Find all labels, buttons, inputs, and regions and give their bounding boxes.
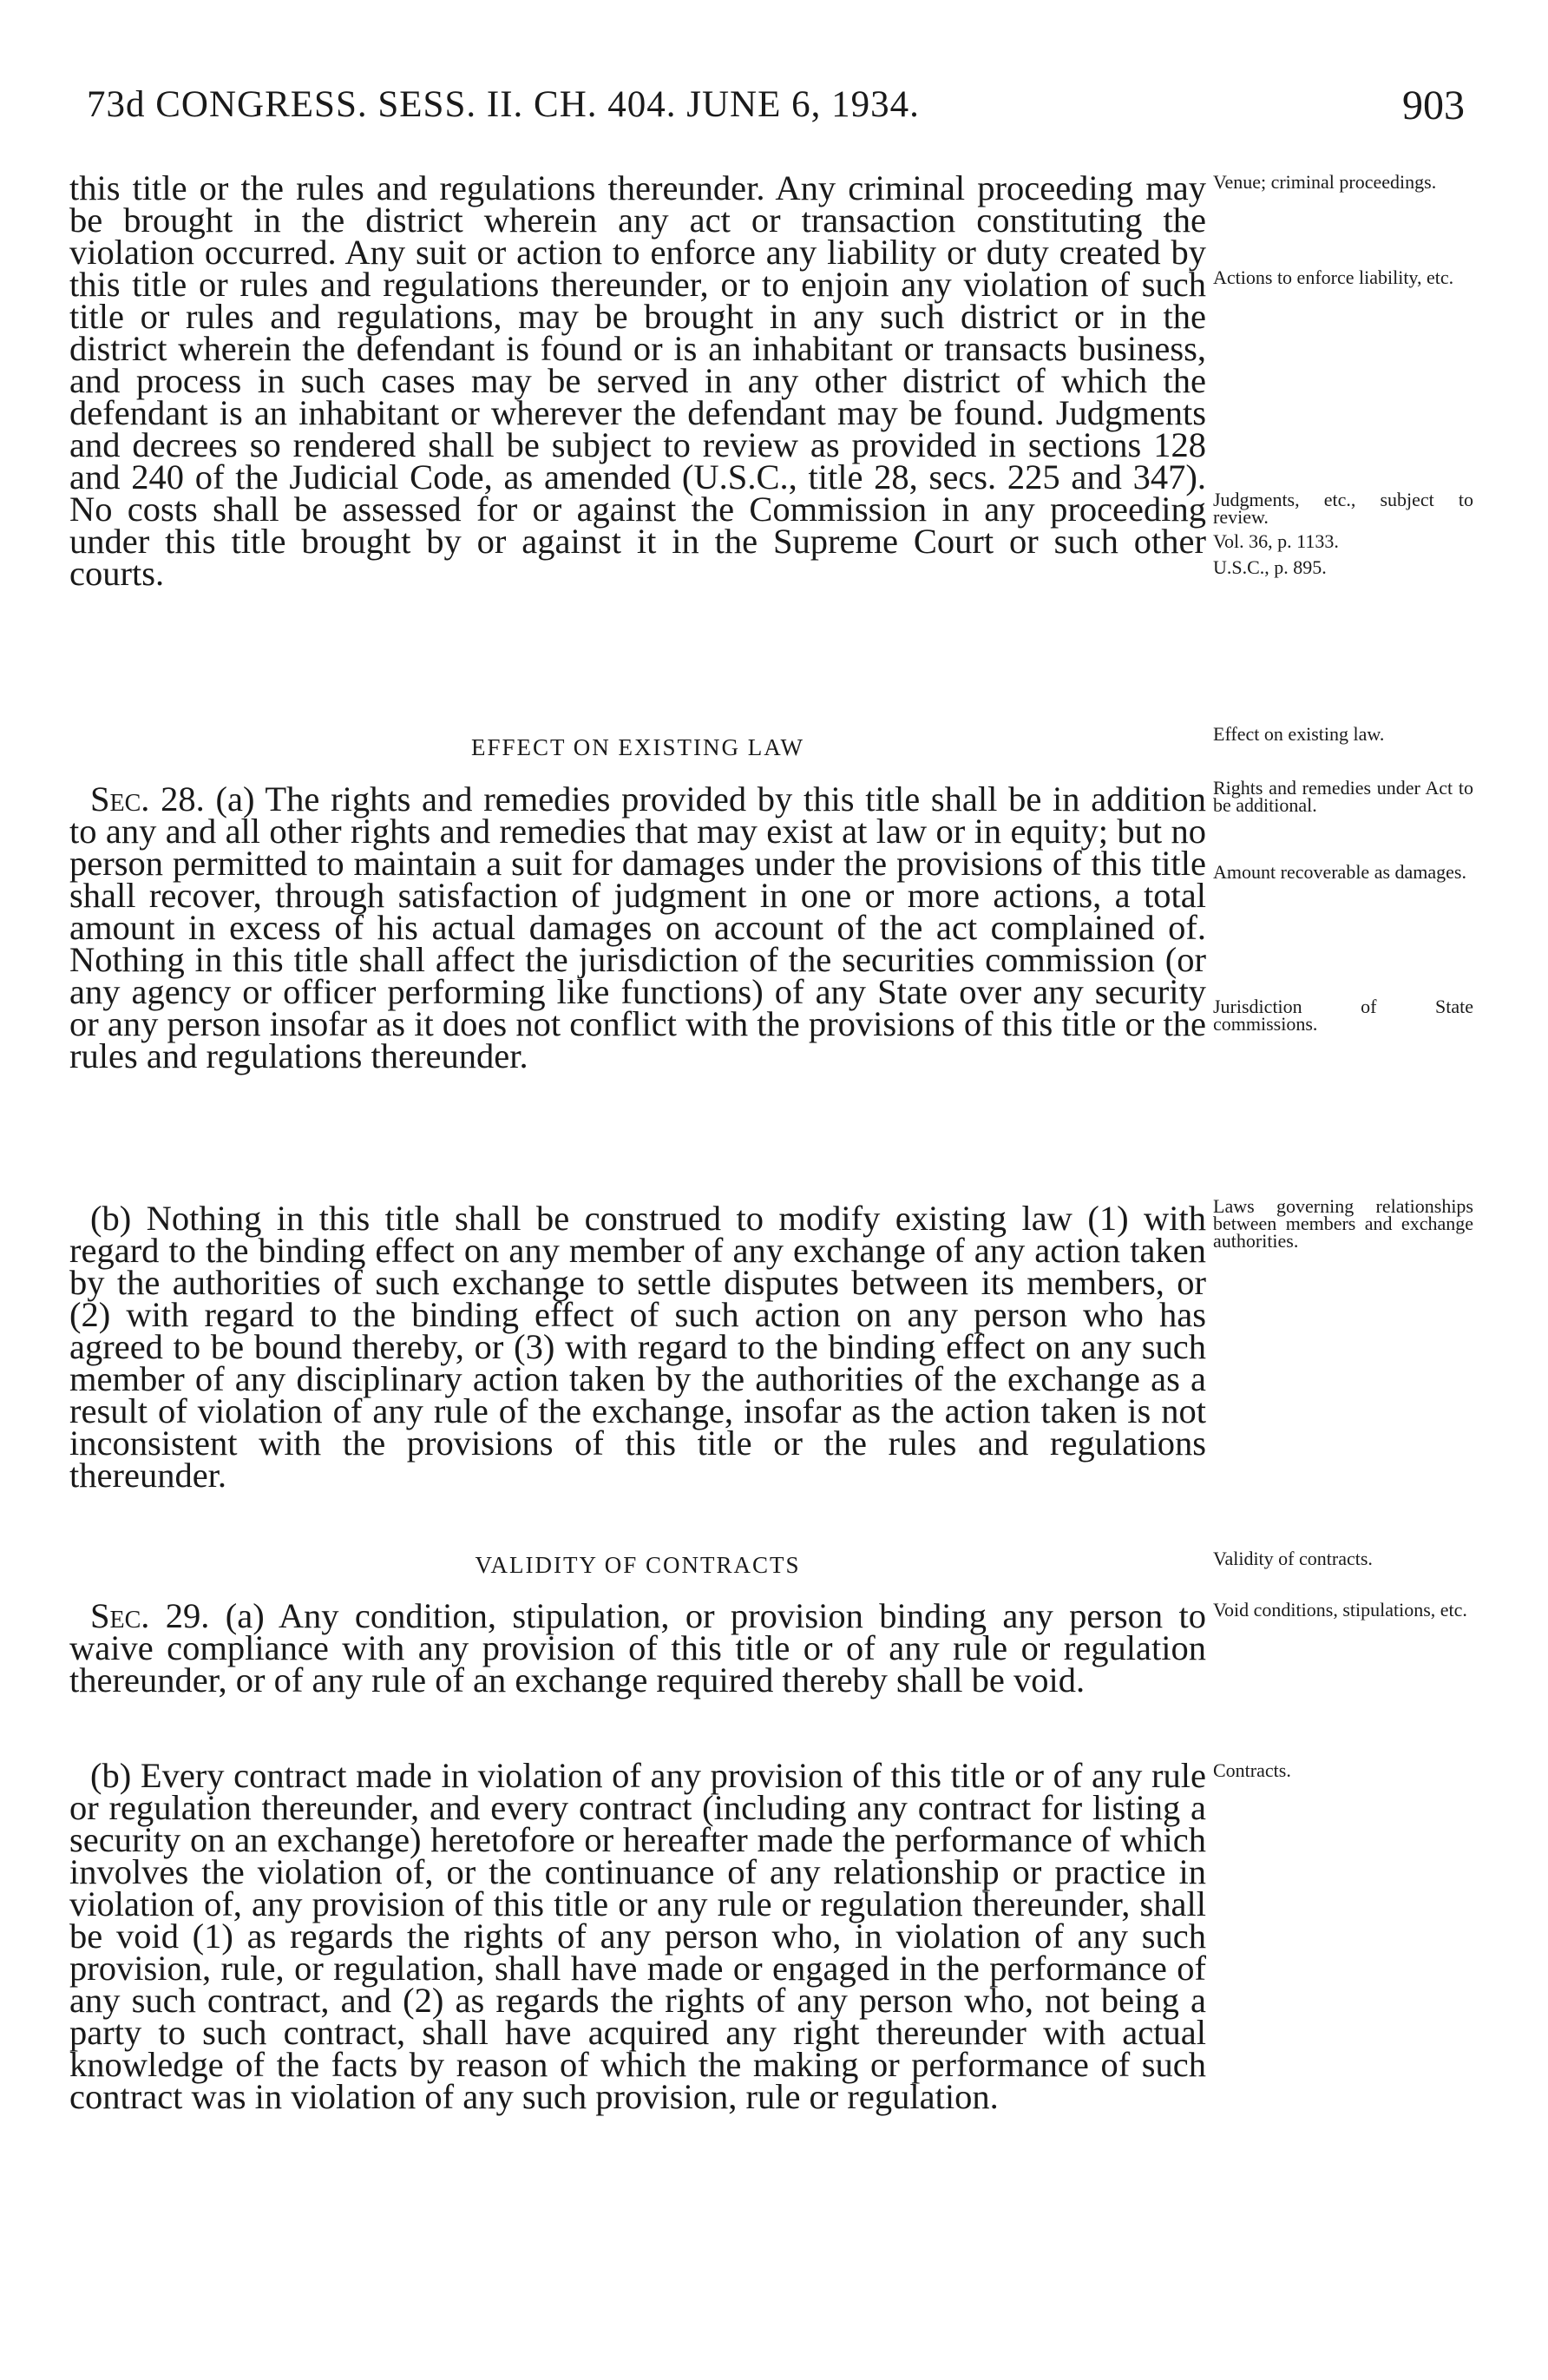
margin-note-validity: Validity of contracts. [1213,1548,1373,1569]
margin-note-usc: U.S.C., p. 895. [1213,556,1327,578]
heading-validity-of-contracts: VALIDITY OF CONTRACTS [475,1552,801,1578]
heading-effect-on-existing-law: EFFECT ON EXISTING LAW [470,734,805,760]
paragraph-sec28a [69,779,1206,1075]
section-label: Sec. [90,779,150,819]
paragraph-sec28b: (b) Nothing in this title shall be construed to modify existing law (1) with regard to the binding effect on any member of any exchange of any action taken by the authorities of such exchange to settle disputes between its members, or (2) with regard to the binding effect of such action on any person who has agreed to be bound thereby, or (3) with regard to the binding effect on any such member of any disciplinary action taken by the authorities of the exchange as a result of violation of any rule of the exchange, insofar as the action taken is not inconsistent with the provisions of this title or the rules and regulations thereunder. [69,1199,1206,1495]
margin-note-vol: Vol. 36, p. 1133. [1213,530,1339,552]
margin-note-rights: Rights and remedies under Act to be additional. [1213,777,1473,816]
page-number: 903 [1402,82,1465,128]
margin-note-contracts: Contracts. [1213,1759,1291,1781]
sec28a-text: 28. (a) The rights and remedies provided by this title shall be in addition to any and all other rights and remedies that may exist at law or in equity; but no person permitted to maintain a suit for damages under the provisions of this title shall recover, through satisfaction of judgment in one or more actions, a total amount in excess of his actual damages on account of the act complained of. Nothing in this title shall affect the jurisdiction of the securities commission (or any agency or officer performing like functions) of any State over any security or any person insofar as it does not conflict with the provisions of this title or the rules and regulations thereunder. [69,779,1206,1075]
margin-note-jurisdiction: Jurisdiction of State commissions. [1213,996,1473,1035]
margin-note-amount: Amount recoverable as damages. [1213,861,1466,883]
paragraph-sec29b: (b) Every contract made in violation of any provision of this title or of any rule or regulation thereunder, and every contract (including any contract for listing a security on an exchange) heretofore or hereafter made the performance of which involves the violation of, or the continuance of any relationship or practice in violation of, any provision of this title or any rule or regulation thereunder, shall be void (1) as regards the rights of any person who, in violation of any such provision, rule, or regulation, shall have made or engaged in the performance of any such contract, and (2) as regards the rights of any person who, not being a party to such contract, shall have acquired any right thereunder with actual knowledge of the facts by reason of which the making or performance of such contract was in violation of any such provision, rule or regulation. [69,1756,1206,2116]
sec29a-text: 29. (a) Any condition, stipulation, or provision binding any person to waive compliance with any provision of this title or of any rule or regulation thereunder, or of any rule of an exchange required thereby shall be void. [69,1596,1206,1700]
margin-note-actions: Actions to enforce liability, etc. [1213,266,1454,288]
margin-note-venue: Venue; criminal proceedings. [1213,171,1437,193]
running-head: 73d CONGRESS. SESS. II. CH. 404. JUNE 6, 1934. [87,84,920,125]
paragraph-venue: this title or the rules and regulations thereunder. Any criminal proceeding may be brought in the district wherein any act or transaction constituting the violation occurred. Any suit or action to enforce any liability or duty created by this title or rules and regulations thereunder, or to enjoin any violation of such title or rules and regulations, may be brought in any such district or in the district wherein the defendant is found or is an inhabitant or transacts business, and process in such cases may be served in any other district of which the defendant is an inhabitant or wherever the defendant may be found. Judgments and decrees so rendered shall be subject to review as provided in sections 128 and 240 of the Judicial Code, as amended (U.S.C., title 28, secs. 225 and 347). No costs shall be assessed for or against the Commission in any proceeding under this title brought by or against it in the Supreme Court or such other courts. [69,168,1206,593]
margin-note-void: Void conditions, stipulations, etc. [1213,1599,1467,1621]
margin-note-effect: Effect on existing law. [1213,723,1385,745]
margin-note-laws: Laws governing relationships between members and exchange authorities. [1213,1195,1473,1252]
paragraph-sec29a [69,1596,1206,1700]
margin-note-judgments: Judgments, etc., subject to review. [1213,489,1473,528]
section-label: Sec. [90,1596,150,1635]
